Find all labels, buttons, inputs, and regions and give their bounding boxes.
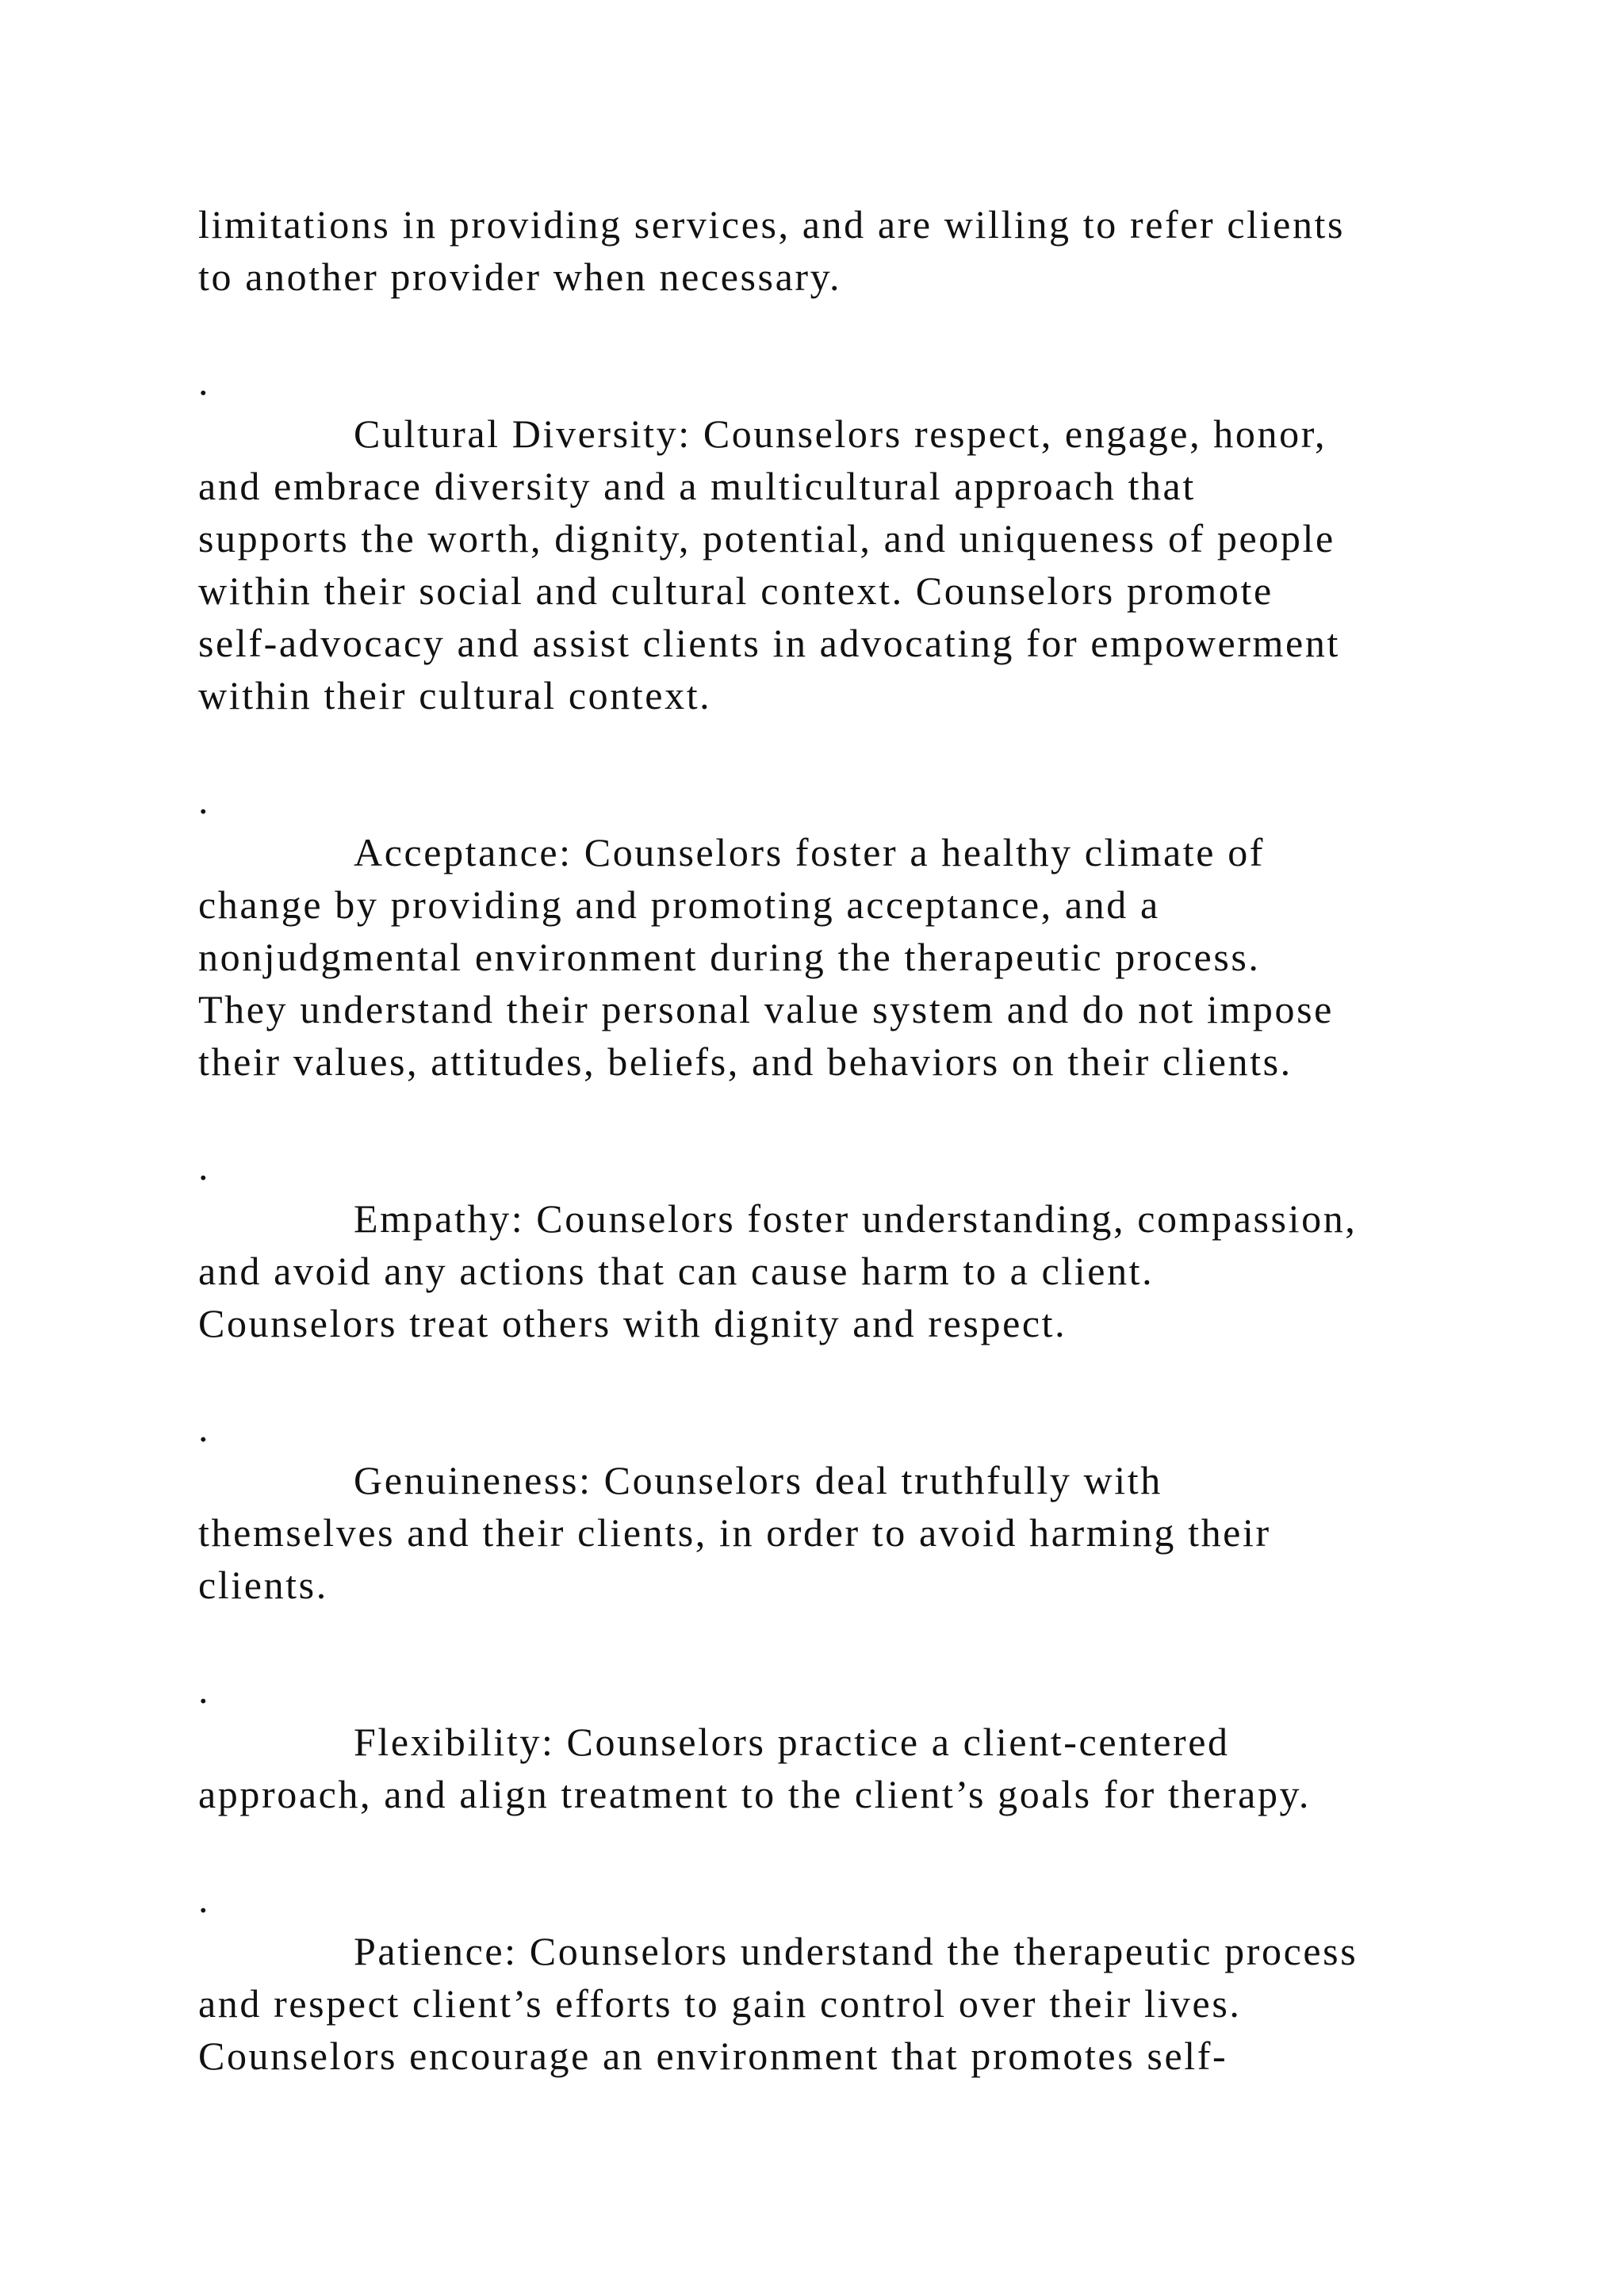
text-line: within their cultural context.: [198, 673, 712, 718]
paragraph-lead-line: Patience: Counselors understand the therapeutic process: [354, 1929, 1358, 1973]
paragraph-lead-line: Cultural Diversity: Counselors respect, engage, honor,: [354, 411, 1327, 456]
paragraph-marker: .: [198, 1406, 211, 1450]
paragraph-lead-line: Flexibility: Counselors practice a client-centered: [354, 1720, 1230, 1764]
text-line: self-advocacy and assist clients in advocating for empowerment: [198, 621, 1340, 665]
paragraph-lead-line: Acceptance: Counselors foster a healthy climate of: [354, 830, 1266, 874]
text-line: Counselors treat others with dignity and respect.: [198, 1301, 1067, 1345]
paragraph-marker: .: [198, 1877, 211, 1921]
text-line: nonjudgmental environment during the therapeutic process.: [198, 935, 1261, 979]
text-line: approach, and align treatment to the client’s goals for therapy.: [198, 1772, 1311, 1816]
paragraph-lead-line: Genuineness: Counselors deal truthfully with: [354, 1458, 1162, 1502]
paragraph-marker: .: [198, 1144, 211, 1188]
text-line: They understand their personal value system and do not impose: [198, 987, 1334, 1031]
text-line: their values, attitudes, beliefs, and behaviors on their clients.: [198, 1039, 1293, 1084]
text-line: change by providing and promoting acceptance, and a: [198, 882, 1160, 927]
text-line: Counselors encourage an environment that promotes self-: [198, 2034, 1228, 2078]
text-line: and avoid any actions that can cause harm to a client.: [198, 1249, 1155, 1293]
paragraph-marker: .: [198, 359, 211, 404]
paragraph-lead-line: Empathy: Counselors foster understanding, compassion,: [354, 1196, 1358, 1241]
paragraph-marker: .: [198, 778, 211, 822]
text-line: supports the worth, dignity, potential, and uniqueness of people: [198, 516, 1335, 561]
text-line: and embrace diversity and a multicultural approach that: [198, 464, 1196, 508]
text-line: clients.: [198, 1563, 328, 1607]
text-line: and respect client’s efforts to gain control over their lives.: [198, 1981, 1242, 2026]
text-line: to another provider when necessary.: [198, 254, 842, 299]
paragraph-marker: .: [198, 1667, 211, 1712]
text-line: themselves and their clients, in order to avoid harming their: [198, 1510, 1271, 1555]
text-line: within their social and cultural context. Counselors promote: [198, 568, 1274, 613]
text-line: limitations in providing services, and are willing to refer clients: [198, 202, 1346, 247]
